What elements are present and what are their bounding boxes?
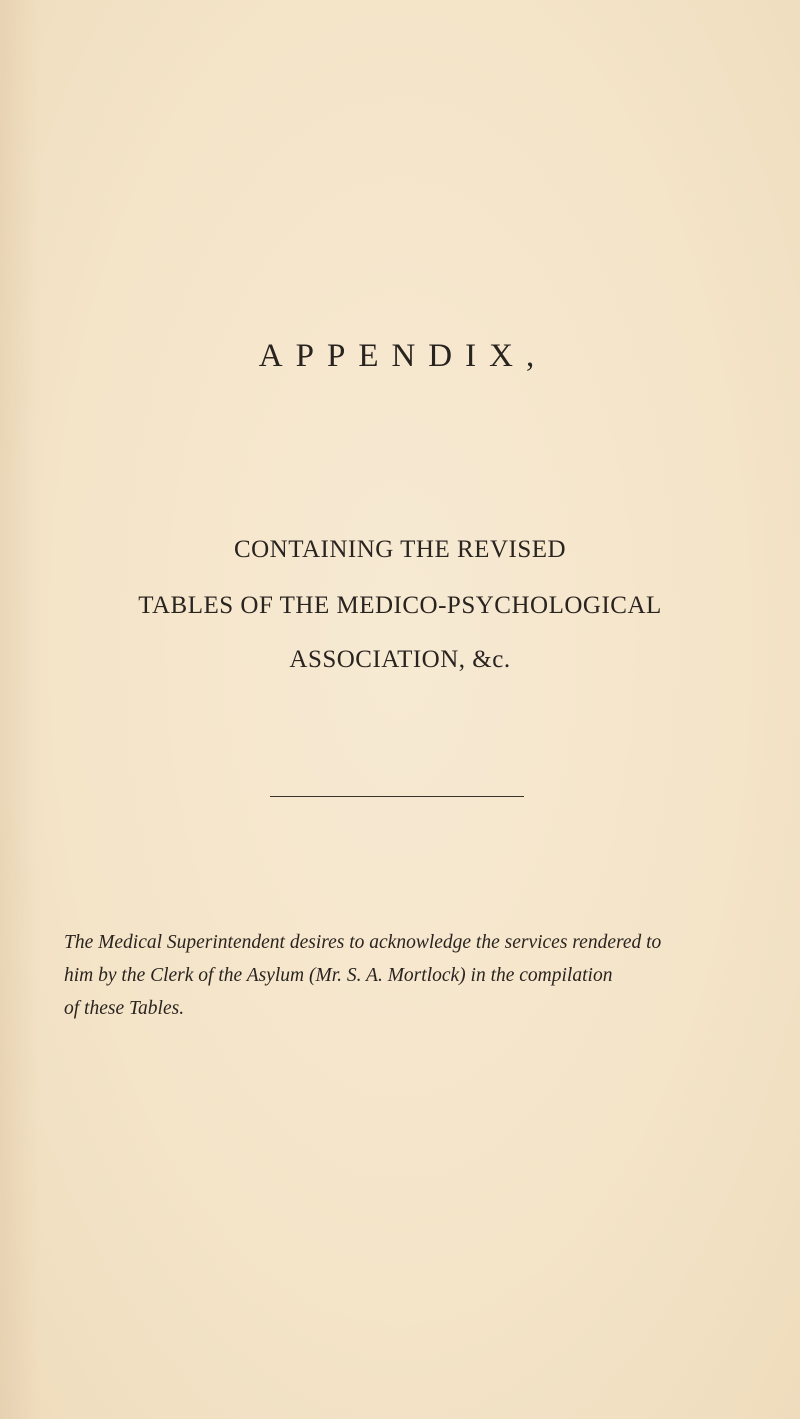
acknowledgement-line-1: The Medical Superintendent desires to acknowledge the services rendered to — [64, 932, 662, 953]
subtitle-line-3: ASSOCIATION, &c. — [289, 646, 511, 673]
subtitle-line-2: TABLES OF THE MEDICO-PSYCHOLOGICAL — [138, 592, 662, 619]
horizontal-rule — [270, 796, 524, 797]
acknowledgement-line-2: him by the Clerk of the Asylum (Mr. S. A. Mortlock) in the compilation — [64, 965, 613, 986]
appendix-heading: APPENDIX, — [258, 338, 548, 374]
subtitle-line-1: CONTAINING THE REVISED — [233, 536, 567, 563]
acknowledgement-line-3: of these Tables. — [64, 998, 185, 1019]
acknowledgement-paragraph — [64, 926, 744, 1025]
